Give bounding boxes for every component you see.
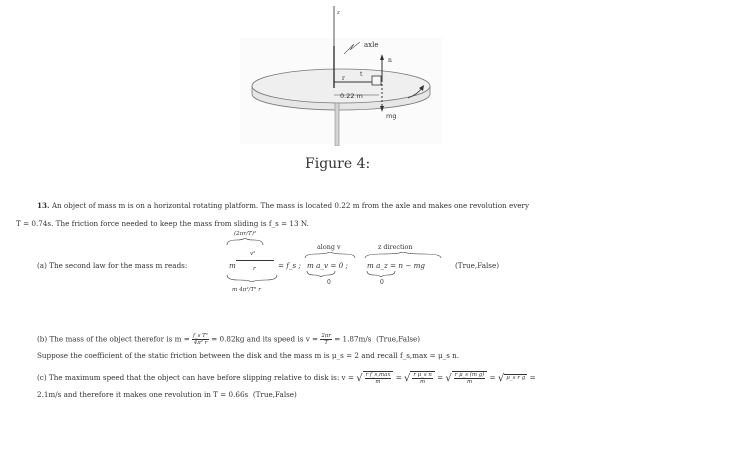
part-c-sqrt-4 xyxy=(498,373,528,383)
distance-label: 0.22 m xyxy=(340,92,363,100)
part-a-m: m xyxy=(229,261,236,270)
t-label: t xyxy=(360,71,363,78)
part-a-z-expr: m a_z = n − mg xyxy=(367,261,425,270)
part-a-along-underbrace xyxy=(306,270,336,277)
figure-caption: Figure 4: xyxy=(305,156,371,172)
part-b-text-end: = 1.87m/s xyxy=(334,334,372,344)
mass-block xyxy=(372,76,381,85)
part-a-over-top: (2πr/T)² xyxy=(234,231,257,237)
part-a-along-brace xyxy=(304,252,356,259)
part-c-line-2-text: 2.1m/s and therefore it makes one revolution in T = 0.66s xyxy=(37,390,249,399)
part-c-sqrt2-den: m xyxy=(420,379,426,385)
part-a-overbrace xyxy=(226,238,264,246)
problem-line-2: T = 0.74s. The friction force needed to keep the mass from sliding is f_s = 13 N. xyxy=(16,219,309,228)
normal-label: n xyxy=(388,57,392,64)
part-c-sqrt-1 xyxy=(356,371,393,385)
part-a-z-underbrace xyxy=(366,270,396,277)
part-c-sqrt1-den: m xyxy=(375,379,381,385)
radius-label: r xyxy=(342,75,345,82)
part-a-v2: v² xyxy=(250,251,256,257)
part-c-sqrt4-expr: μ_s r g xyxy=(506,375,526,381)
part-c-text-start: (c) The maximum speed that the object can have before slipping relative to disk is: v = xyxy=(37,373,354,382)
part-c-answer[interactable]: (True,False) xyxy=(252,390,297,399)
part-b-text-mid: = 0.82kg and its speed is v = xyxy=(211,334,319,344)
part-b-speed-fraction xyxy=(320,333,332,346)
problem-number: 13. xyxy=(37,201,50,210)
part-c-line-1: (c) The maximum speed that the object can have before slipping relative to disk is: v = √ $\frac{\text{r f\_s,max}}{m}$ = √ $\frac{\text{r μ\_s n}}{m}$ = √ $\frac{\text{r μ\_s (m g)}}{m}$ = √ μ_s r g = xyxy=(37,371,536,385)
part-a-underbrace xyxy=(226,274,278,282)
part-b-line xyxy=(37,333,420,346)
part-c-sqrt1-num: √ r f_s,max xyxy=(365,372,391,378)
part-a-fraction-bar xyxy=(236,260,274,261)
axle-label: axle xyxy=(364,41,379,49)
part-a-z-label: z direction xyxy=(378,243,413,251)
z-axis-label: z xyxy=(337,10,340,16)
mg-label: mg xyxy=(386,112,397,120)
part-a-label: (a) The second law for the mass m reads: xyxy=(37,261,188,270)
part-a-z-brace xyxy=(364,252,442,259)
part-c-sqrt2-num: √ r μ_s n xyxy=(413,372,432,378)
problem-line-1 xyxy=(37,201,529,210)
part-a-under-bottom: m 4π²/T² r xyxy=(232,287,261,293)
part-a-answer[interactable]: (True,False) xyxy=(455,261,500,270)
part-c-sqrt3-num: √ r μ_s (m g) xyxy=(454,372,485,378)
part-c-sqrt3-den: m xyxy=(466,379,473,385)
part-c-sqrt-2 xyxy=(404,371,435,385)
part-a-z-under: 0 xyxy=(380,279,384,286)
part-b-mass-den: 4π² r xyxy=(193,340,208,346)
platform-diagram xyxy=(236,0,446,146)
part-c-sqrt-3 xyxy=(445,371,487,385)
part-b-mass-num: f_s T² xyxy=(193,333,208,339)
axle-lower xyxy=(335,103,339,146)
part-b-speed-num: 2πr xyxy=(321,333,331,339)
part-a-equals-fs: = f_s ; xyxy=(278,261,301,270)
suppose-line: Suppose the coefficient of the static friction between the disk and the mass m is μ_s = 2 and recall f_s,max = μ_s n. xyxy=(37,351,460,360)
part-a-along-under: 0 xyxy=(327,279,331,286)
part-a-along-expr: m a_v = 0 ; xyxy=(307,261,348,270)
part-c-line-2 xyxy=(37,390,297,399)
part-b-mass-fraction xyxy=(192,333,209,346)
rotating-platform-figure xyxy=(236,0,446,146)
part-b-text-start: (b) The mass of the object therefor is m = xyxy=(37,334,190,344)
problem-text-1: An object of mass m is on a horizontal rotating platform. The mass is located 0.22 m from the axle and makes one revolution every xyxy=(51,201,530,210)
part-a-r: r xyxy=(253,266,256,272)
part-b-speed-den: T xyxy=(324,340,328,346)
part-b-answer[interactable]: (True,False) xyxy=(376,334,421,344)
part-a-along-label: along v xyxy=(317,243,341,251)
